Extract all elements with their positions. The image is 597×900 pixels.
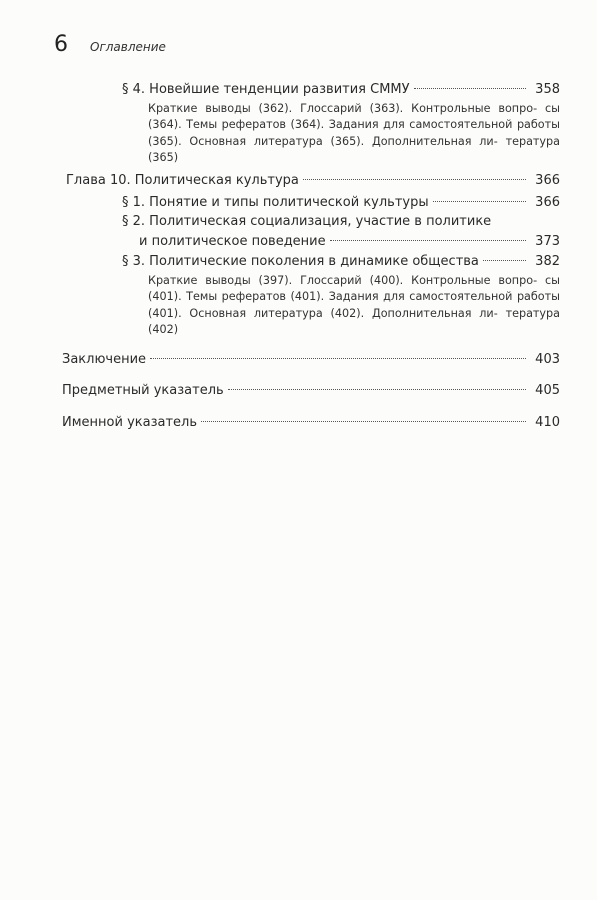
leader-dots [201, 421, 526, 422]
toc-entry-label: Именной указатель [62, 415, 197, 430]
running-title: Оглавление [90, 40, 166, 54]
section-summary [148, 273, 560, 339]
toc-entry-subject-index [62, 381, 560, 401]
toc-entry-section-2 [122, 212, 560, 252]
leader-dots [150, 358, 526, 359]
toc-entry-label: Заключение [62, 352, 147, 367]
toc-entry-page: 366 [535, 173, 560, 188]
leader-dots [414, 88, 526, 89]
leader-dots [483, 260, 526, 261]
toc-entry-section-3 [122, 252, 560, 272]
toc-entry-page: 358 [535, 82, 560, 97]
toc-entry-section-4 [122, 80, 560, 100]
toc-entry-page: 403 [535, 352, 560, 367]
toc-entry-label: § 1. Понятие и типы политической культуры [122, 195, 429, 210]
summary-line: сы (401). Темы рефератов (401). Задания для самостоятельной [148, 274, 560, 304]
toc-entry-label: § 4. Новейшие тенденции развития СММУ [122, 82, 410, 97]
page-header [54, 34, 166, 56]
leader-dots [303, 179, 526, 180]
toc-entry-page: 366 [535, 195, 560, 210]
toc-entry-section-1 [122, 193, 560, 213]
summary-line: работы (365). Основная литература (365). Дополнительная ли- [148, 118, 560, 148]
toc-entry-label: Предметный указатель [62, 383, 224, 398]
toc-entry-page: 382 [535, 254, 560, 269]
summary-line: Краткие выводы (397). Глоссарий (400). Контрольные вопро- [148, 274, 538, 287]
leader-dots [228, 389, 526, 390]
summary-line: сы (364). Темы рефератов (364). Задания для самостоятельной [148, 102, 560, 132]
summary-line: Краткие выводы (362). Глоссарий (363). Контрольные вопро- [148, 102, 538, 115]
section-summary [148, 101, 560, 167]
summary-line: тература (402) [148, 306, 561, 337]
toc-entry-label: § 2. Политическая социализация, участие в политике [122, 214, 492, 229]
toc-entry-label: Глава 10. Политическая культура [66, 173, 299, 188]
summary-line: тература (365) [148, 134, 561, 165]
toc-entry-name-index [62, 413, 560, 433]
toc-entry-page: 410 [535, 415, 560, 430]
summary-line: работы (401). Основная литература (402). Дополнительная ли- [148, 290, 560, 320]
toc-entry-chapter-10 [66, 171, 560, 191]
toc-entry-label: § 3. Политические поколения в динамике общества [122, 254, 479, 269]
toc-entry-page: 405 [535, 383, 560, 398]
page-number: 6 [54, 32, 68, 57]
toc-entry-label: и политическое поведение [139, 234, 326, 249]
leader-dots [433, 201, 526, 202]
toc-entry-page: 373 [535, 234, 560, 249]
leader-dots [330, 240, 526, 241]
toc-entry-conclusion [62, 350, 560, 370]
